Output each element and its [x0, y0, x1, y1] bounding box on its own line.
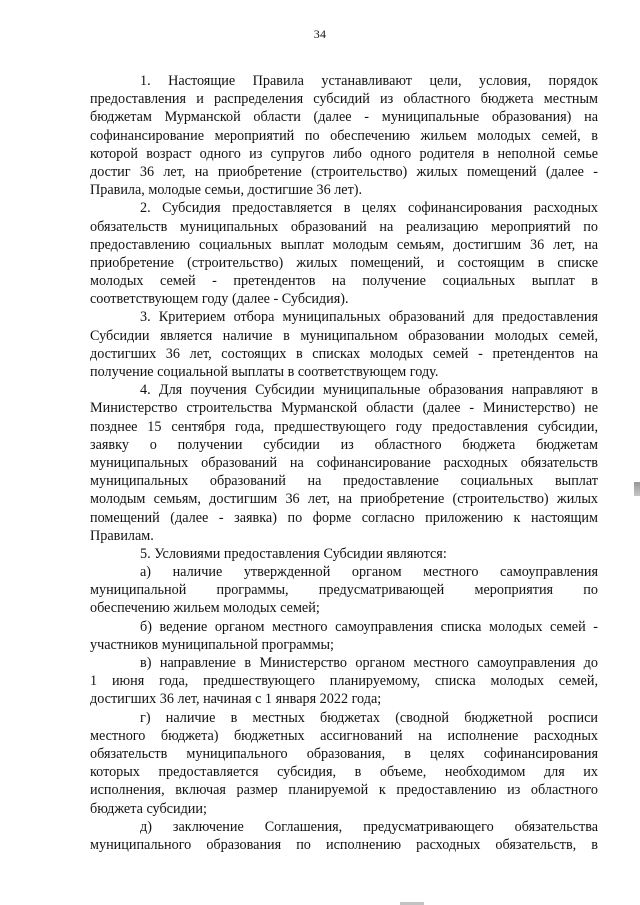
text-line: в) направление в Министерство органом местного самоуправления до: [140, 655, 598, 671]
text-line: которой возраст одного из супругов либо одного родителя в неполной семье: [90, 145, 598, 162]
text-line: обязательств муниципального образования, в целях софинансирования: [90, 745, 598, 762]
text-line: 4. Для поучения Субсидии муниципальные образования направляют в: [140, 382, 598, 399]
text-line: заявку о получении субсидии из областного бюджета бюджетам: [90, 436, 598, 453]
text-line: которых предоставляется субсидия, в объеме, необходимом для их: [90, 764, 598, 781]
text-line: участников муниципальной программы;: [90, 636, 334, 653]
document-body: [90, 72, 598, 854]
text-line: Министерство строительства Мурманской области (далее - Министерство) не: [90, 400, 598, 417]
text-line: достигших 36 лет, начиная с 1 января 2022 года;: [90, 691, 382, 708]
text-line: обязательств муниципальных образований на реализацию мероприятий по: [90, 218, 598, 235]
page-number: 34: [313, 27, 327, 41]
text-line: муниципального образования по исполнению расходных обязательств, в: [90, 836, 598, 853]
text-line: обеспечению жильем молодых семей;: [90, 600, 320, 617]
text-line: бюджета субсидии;: [90, 800, 207, 817]
text-line: достиг 36 лет, на приобретение (строительство) жилых помещений (далее -: [90, 163, 598, 180]
text-line: б) ведение органом местного самоуправления списка молодых семей -: [140, 618, 598, 635]
text-line: приобретение (строительство) жилых помещений, и состоящим в списке: [90, 254, 598, 271]
scan-artifact: [634, 482, 640, 496]
text-line: помещений (далее - заявка) по форме согласно приложению к настоящим: [90, 509, 598, 526]
text-line: Правилам.: [90, 527, 154, 544]
text-line: молодых семей - претендентов на получение социальных выплат в: [90, 273, 598, 290]
text-line: исполнения, включая размер планируемой к предоставлению из областного: [90, 782, 598, 799]
text-line: муниципальных образований на софинансирование расходных обязательств: [90, 454, 598, 471]
text-line: предоставления и распределения субсидий из областного бюджета местным: [90, 91, 598, 108]
text-line: соответствующем году (далее - Субсидия).: [90, 291, 349, 308]
text-line: бюджетам Мурманской области (далее - муниципальные образования) на: [90, 109, 598, 126]
text-line: 1. Настоящие Правила устанавливают цели, условия, порядок: [140, 73, 598, 89]
text-line: муниципальной программы, предусматривающей мероприятия по: [90, 582, 598, 599]
text-line: а) наличие утвержденной органом местного самоуправления: [140, 564, 598, 581]
text-line: молодым семьям, достигшим 36 лет, на приобретение (строительство) жилых: [90, 491, 598, 508]
text-line: получение социальной выплаты в соответствующем году.: [90, 364, 439, 380]
text-line: местного бюджета) бюджетных ассигнований на исполнение расходных: [90, 727, 598, 744]
text-line: 2. Субсидия предоставляется в целях софинансирования расходных: [140, 200, 598, 217]
text-line: позднее 15 сентября года, предшествующего году предоставления субсидии,: [90, 418, 598, 435]
text-line: 5. Условиями предоставления Субсидии являются:: [140, 545, 447, 562]
text-line: д) заключение Соглашения, предусматривающего обязательства: [140, 818, 598, 835]
text-line: предоставлению социальных выплат молодым семьям, достигшим 36 лет, на: [90, 236, 598, 253]
text-line: муниципальных образований на предоставление социальных выплат: [90, 473, 598, 490]
text-line: 3. Критерием отбора муниципальных образований для предоставления: [140, 309, 598, 326]
text-line: софинансирование мероприятий по обеспечению жильем молодых семей, в: [90, 127, 598, 144]
text-line: Субсидии является наличие в муниципальном образовании молодых семей,: [90, 327, 598, 344]
text-line: достигших 36 лет, состоящих в списках молодых семей - претендентов на: [90, 345, 598, 362]
text-line: 1 июня года, предшествующего планируемому, списка молодых семей,: [90, 673, 598, 690]
text-line: г) наличие в местных бюджетах (сводной бюджетной росписи: [140, 709, 598, 726]
text-line: Правила, молодые семьи, достигшие 36 лет).: [90, 182, 363, 199]
